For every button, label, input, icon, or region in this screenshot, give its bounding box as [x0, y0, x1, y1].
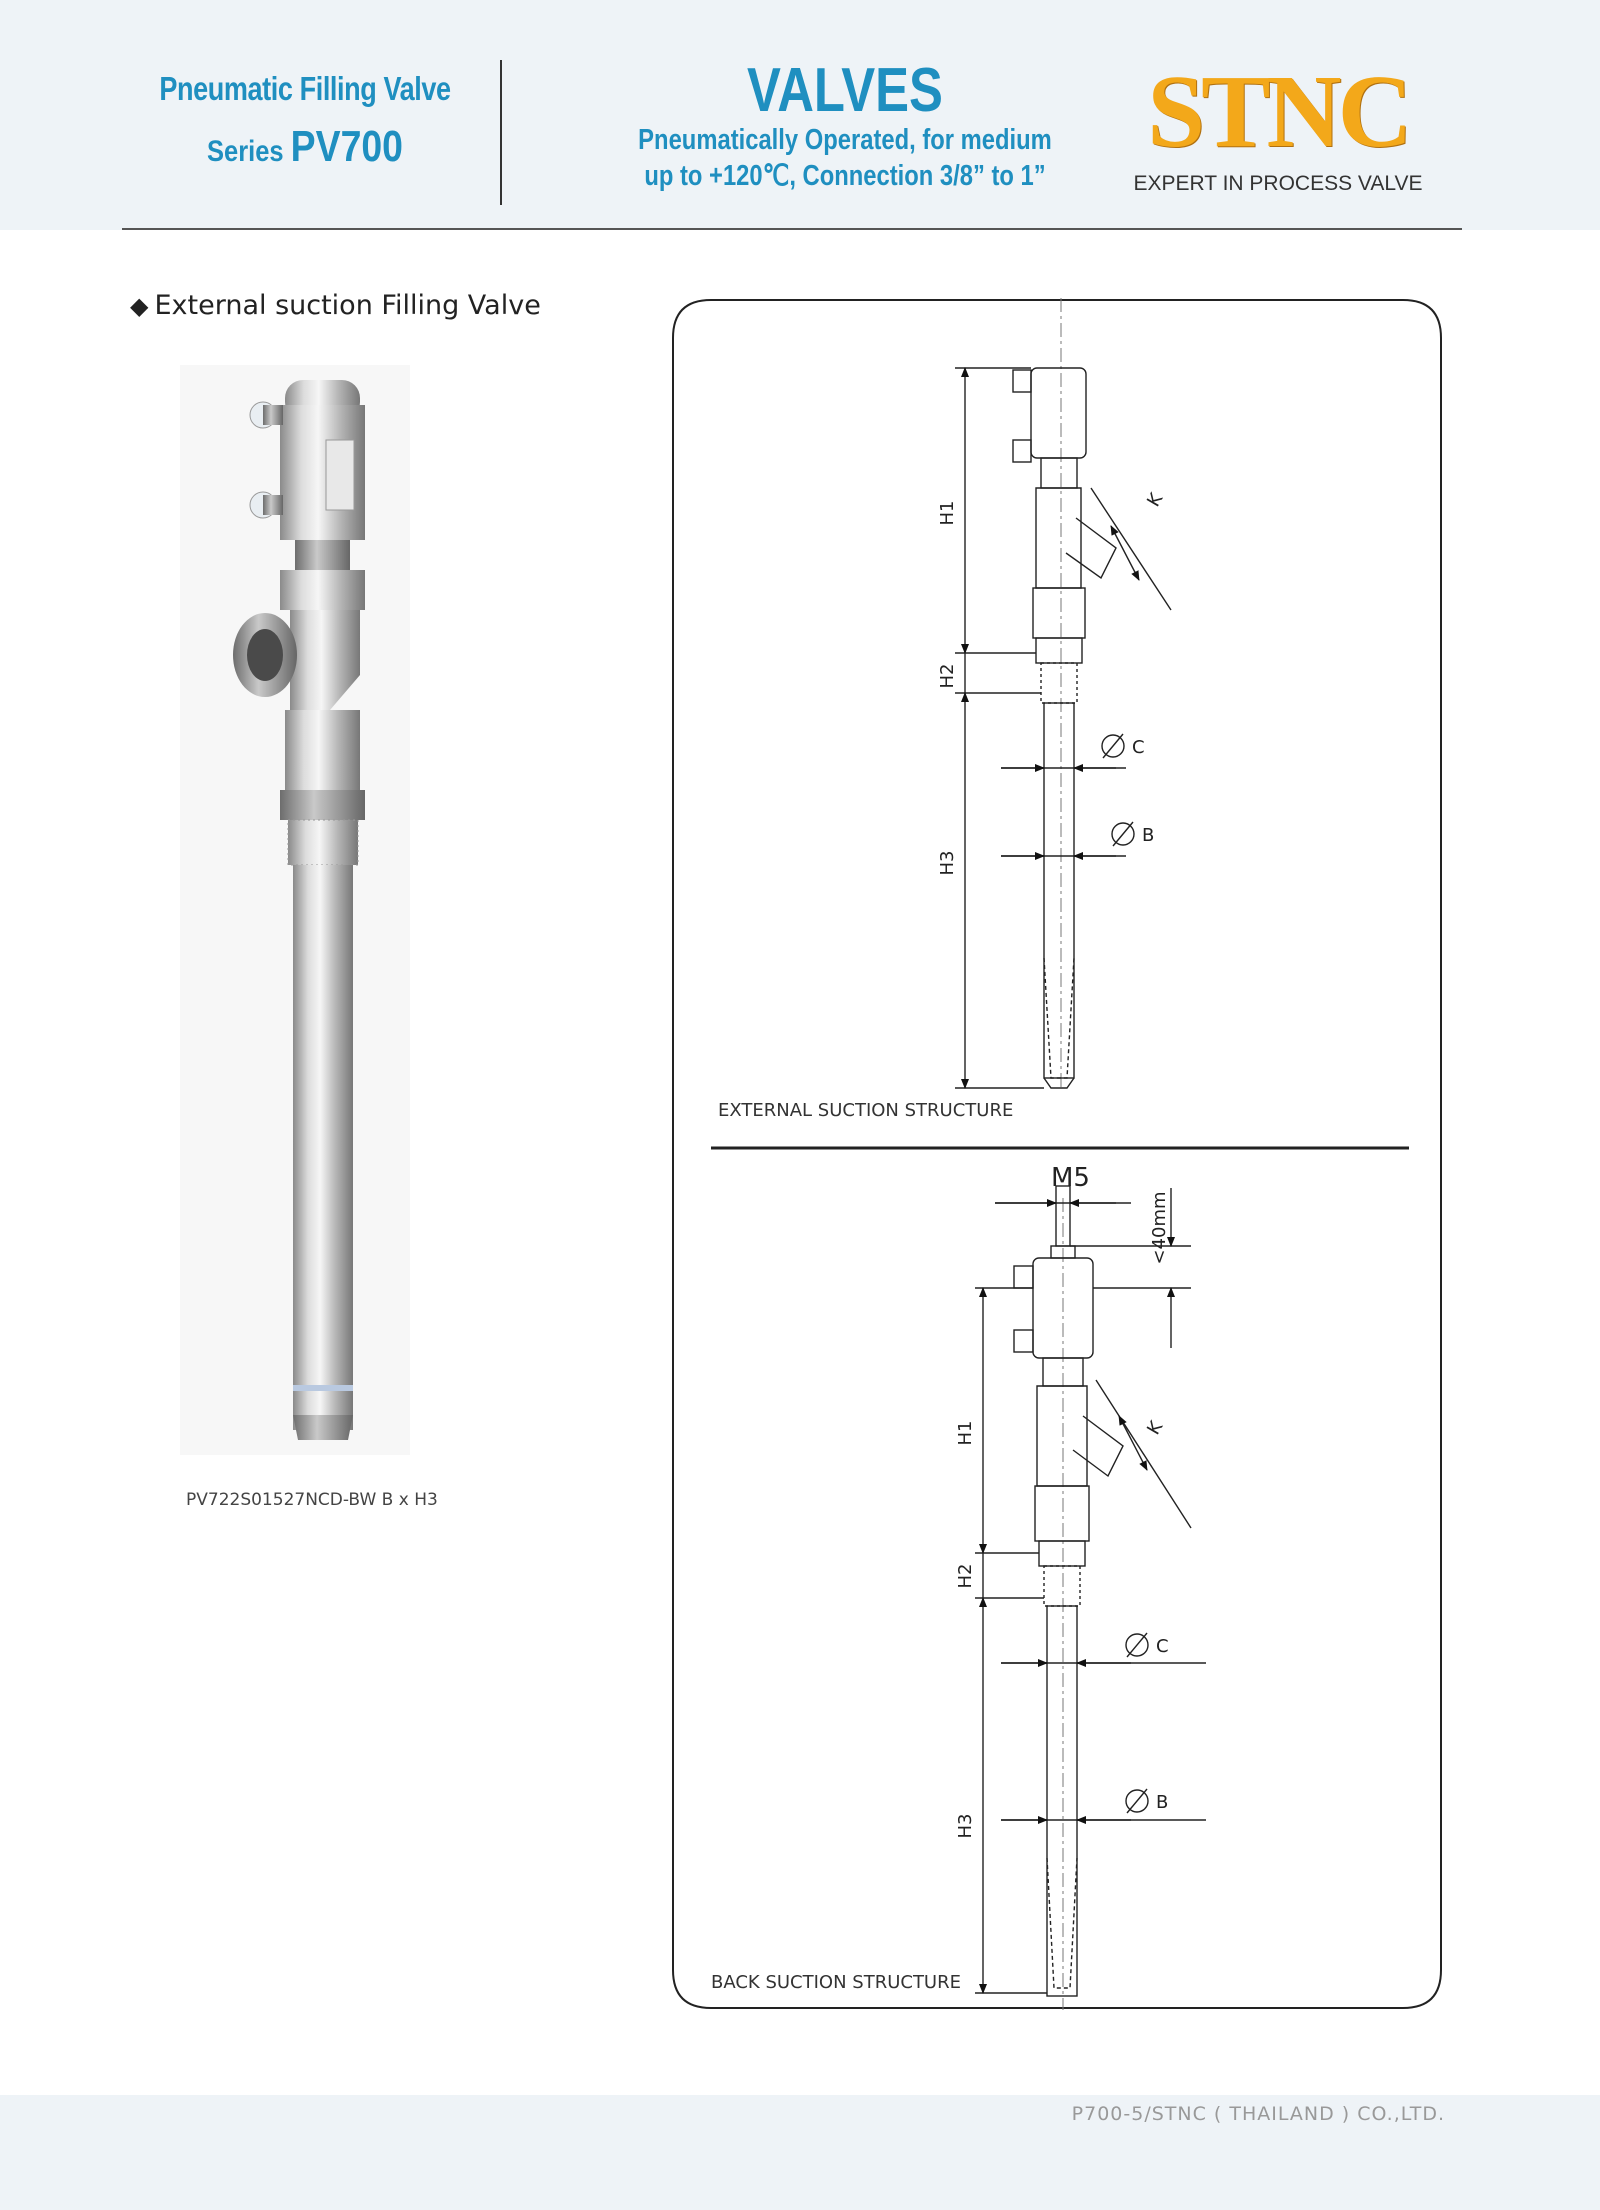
section-title — [130, 290, 541, 321]
locknut-outline — [1036, 638, 1082, 663]
back-structure-label: BACK SUCTION STRUCTURE — [711, 1972, 961, 1993]
c-back-label: C — [1156, 1636, 1169, 1657]
c-label: C — [1132, 737, 1145, 758]
hex-outline — [1033, 588, 1085, 638]
thread-outline-back — [1044, 1566, 1080, 1606]
body-outline-back — [1037, 1386, 1087, 1486]
m5-label: M5 — [1051, 1163, 1090, 1193]
limit-label: <40mm — [1149, 1191, 1170, 1265]
k-label: K — [1143, 489, 1168, 511]
inlet-outline-back — [1073, 1416, 1123, 1476]
locknut-outline-back — [1039, 1541, 1085, 1566]
brand-tagline: EXPERT IN PROCESS VALVE — [1133, 172, 1423, 195]
valve-neck — [295, 540, 350, 570]
h3-back-label: H3 — [955, 1813, 976, 1839]
technical-drawing-frame — [671, 298, 1444, 2010]
actuator-label — [326, 440, 354, 510]
h2-label: H2 — [937, 663, 958, 689]
neck-outline — [1041, 458, 1077, 488]
tube-outline — [1044, 703, 1074, 1078]
port-outline-top — [1013, 370, 1031, 392]
description-line2: up to +120℃, Connection 3/8” to 1” — [644, 160, 1046, 192]
b-back-label: B — [1156, 1792, 1169, 1813]
valve-bonnet — [280, 570, 365, 610]
brand-wordmark: STNC — [1147, 54, 1409, 169]
actuator-outline — [1031, 368, 1086, 458]
section-title-text: External suction Filling Valve — [154, 290, 541, 321]
tube-section — [1044, 958, 1074, 1078]
back-suction-drawing — [955, 1163, 1206, 2010]
inlet-outline — [1066, 518, 1116, 578]
tube-tip — [293, 1415, 353, 1440]
brand-logo — [1108, 54, 1448, 196]
diamond-bullet-icon: ◆ — [130, 292, 149, 320]
external-structure-label: EXTERNAL SUCTION STRUCTURE — [718, 1100, 1014, 1121]
body-outline — [1036, 488, 1081, 588]
k-back-leader — [1096, 1380, 1191, 1528]
port-outline-bottom — [1013, 440, 1031, 462]
b-label: B — [1142, 825, 1155, 846]
k-back-label: K — [1143, 1417, 1168, 1439]
port-outline-bottom-back — [1014, 1330, 1033, 1352]
hex-nut — [285, 710, 360, 790]
external-suction-drawing — [937, 298, 1171, 1088]
inlet-bore — [247, 629, 283, 681]
header-divider — [500, 60, 502, 205]
h1-label: H1 — [937, 500, 958, 526]
tube-tip-outline — [1044, 1078, 1074, 1088]
series-line — [148, 122, 463, 172]
air-port-bottom-fitting — [263, 495, 283, 515]
header-description — [560, 56, 1130, 194]
header-product — [120, 70, 490, 172]
suction-tube — [293, 865, 353, 1430]
tube-ring — [293, 1385, 353, 1391]
h2-back-label: H2 — [955, 1563, 976, 1589]
series-prefix: Series — [207, 135, 284, 168]
photo-caption: PV722S01527NCD-BW B x H3 — [186, 1490, 438, 1510]
h1-back-label: H1 — [955, 1420, 976, 1446]
category-title: VALVES — [747, 56, 943, 125]
port-outline-top-back — [1014, 1266, 1033, 1288]
thread-section — [288, 820, 358, 865]
thread-outline — [1041, 663, 1077, 703]
product-title: Pneumatic Filling Valve — [159, 70, 451, 107]
h3-label: H3 — [937, 850, 958, 876]
k-dimension — [1111, 526, 1139, 580]
air-port-top-fitting — [263, 405, 283, 425]
drawing-border — [673, 300, 1441, 2008]
description-line1: Pneumatically Operated, for medium — [638, 124, 1052, 156]
header-rule — [122, 228, 1462, 230]
hex-outline-back — [1035, 1486, 1089, 1541]
lock-nut — [280, 790, 365, 820]
footer-text: P700-5/STNC ( THAILAND ) CO.,LTD. — [1071, 2103, 1445, 2125]
k-back-dimension — [1119, 1416, 1147, 1470]
series-code: PV700 — [290, 122, 403, 171]
tube-section-back — [1047, 1858, 1077, 1988]
product-photo — [180, 365, 410, 1455]
